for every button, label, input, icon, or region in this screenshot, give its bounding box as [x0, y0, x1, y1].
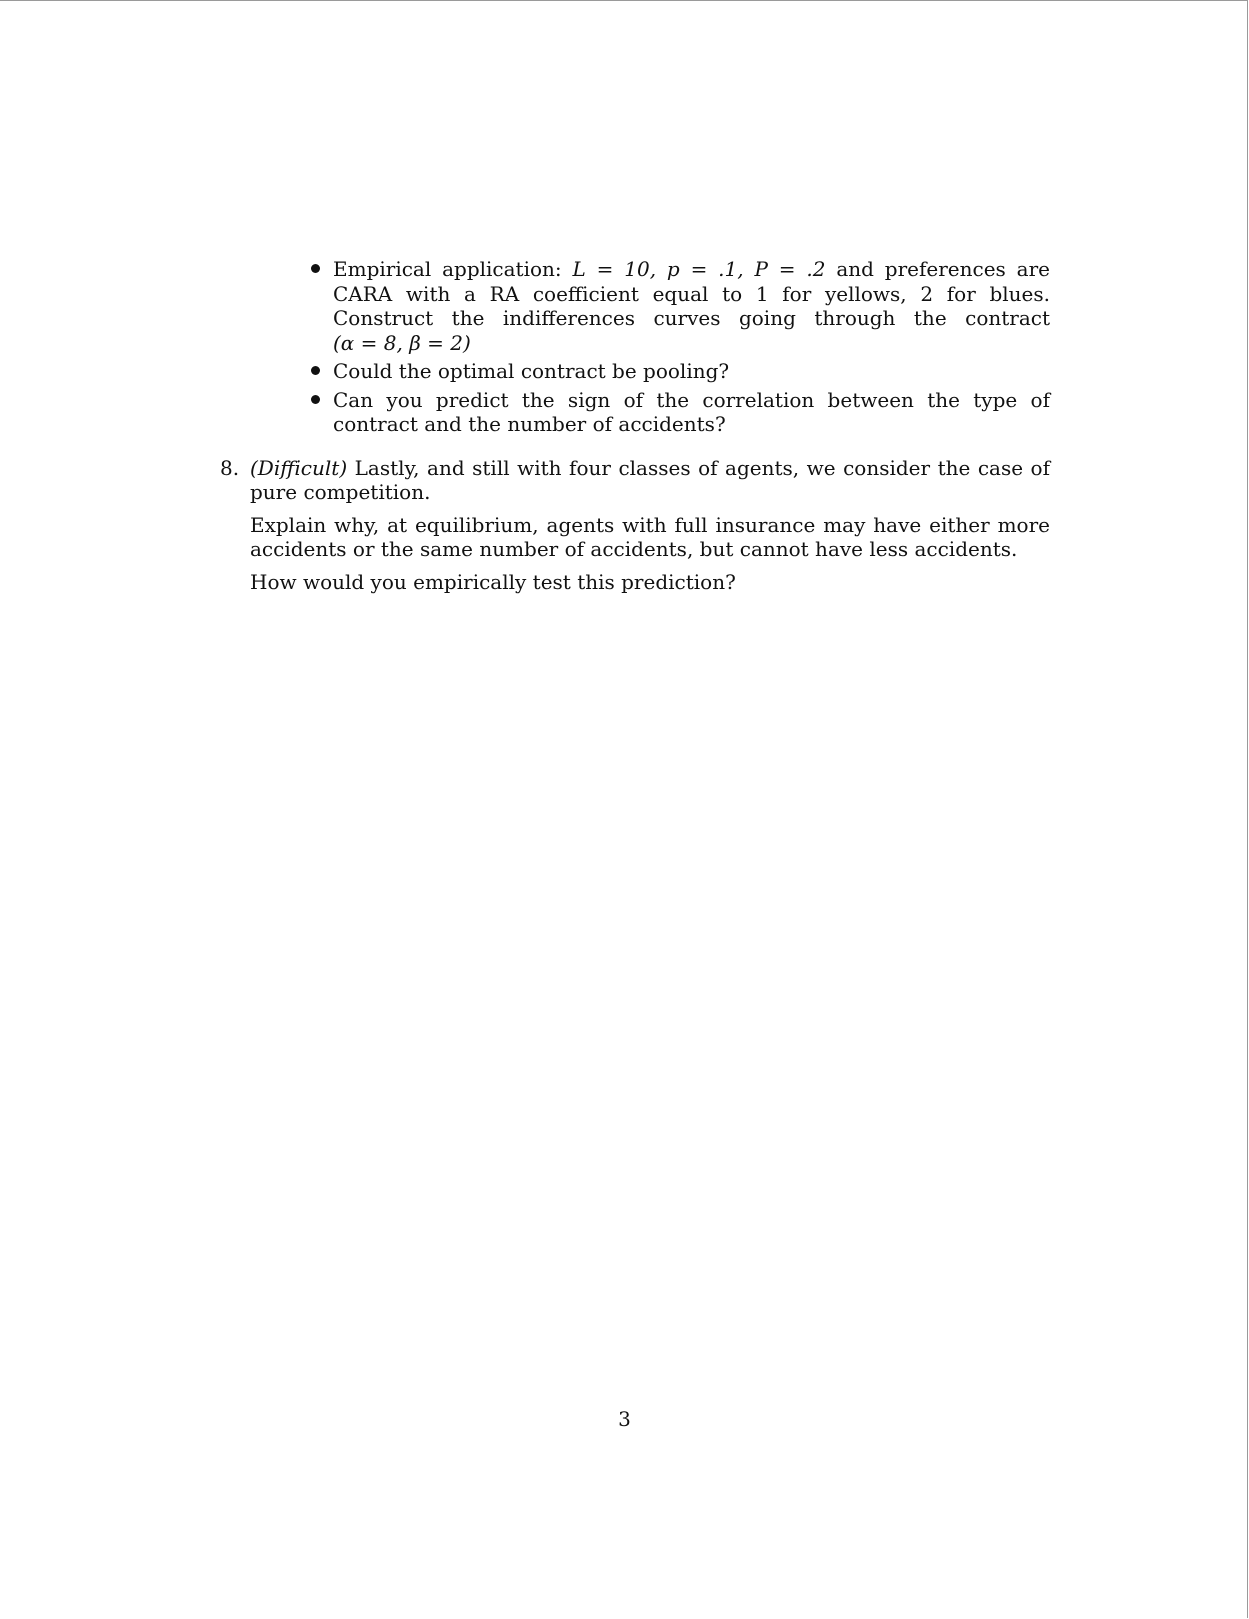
bullet-item-correlation — [333, 388, 1050, 437]
bullet-text: Could the optimal contract be pooling? — [333, 359, 730, 383]
bullet-dot-icon — [311, 366, 320, 375]
math-contract: (α = 8, β = 2) — [333, 330, 471, 355]
bullet-list — [220, 257, 1050, 437]
question-paragraph-explain: Explain why, at equilibrium, agents with full insurance may have either more accidents or the same number of accidents, but cannot have less accidents. — [250, 512, 1050, 561]
question-number: 8. — [220, 455, 240, 480]
bullet-dot-icon — [311, 395, 320, 404]
bullet-dot-icon — [311, 264, 320, 273]
math-parameters: L = 10, p = .1, P = .2 — [572, 257, 826, 281]
page-content — [220, 257, 1050, 594]
difficulty-tag: (Difficult) — [250, 455, 348, 480]
bullet-item-empirical-application — [333, 257, 1050, 355]
question-item-8 — [220, 455, 1050, 505]
bullet-text: Empirical application: — [333, 257, 573, 281]
bullet-item-pooling — [333, 359, 1050, 384]
question-text: Lastly, and still with four classes of agents, we consider the case of pure competition. — [250, 455, 1050, 504]
bullet-text: and preferences are CARA with a RA coefficient equal to 1 for yellows, 2 for blues. Construct the indifferences curves going through the contract — [333, 257, 1050, 330]
page-number: 3 — [618, 1407, 631, 1431]
question-paragraph-test: How would you empirically test this prediction? — [250, 569, 736, 594]
bullet-text: Can you predict the sign of the correlation between the type of contract and the number of accidents? — [333, 387, 1050, 436]
